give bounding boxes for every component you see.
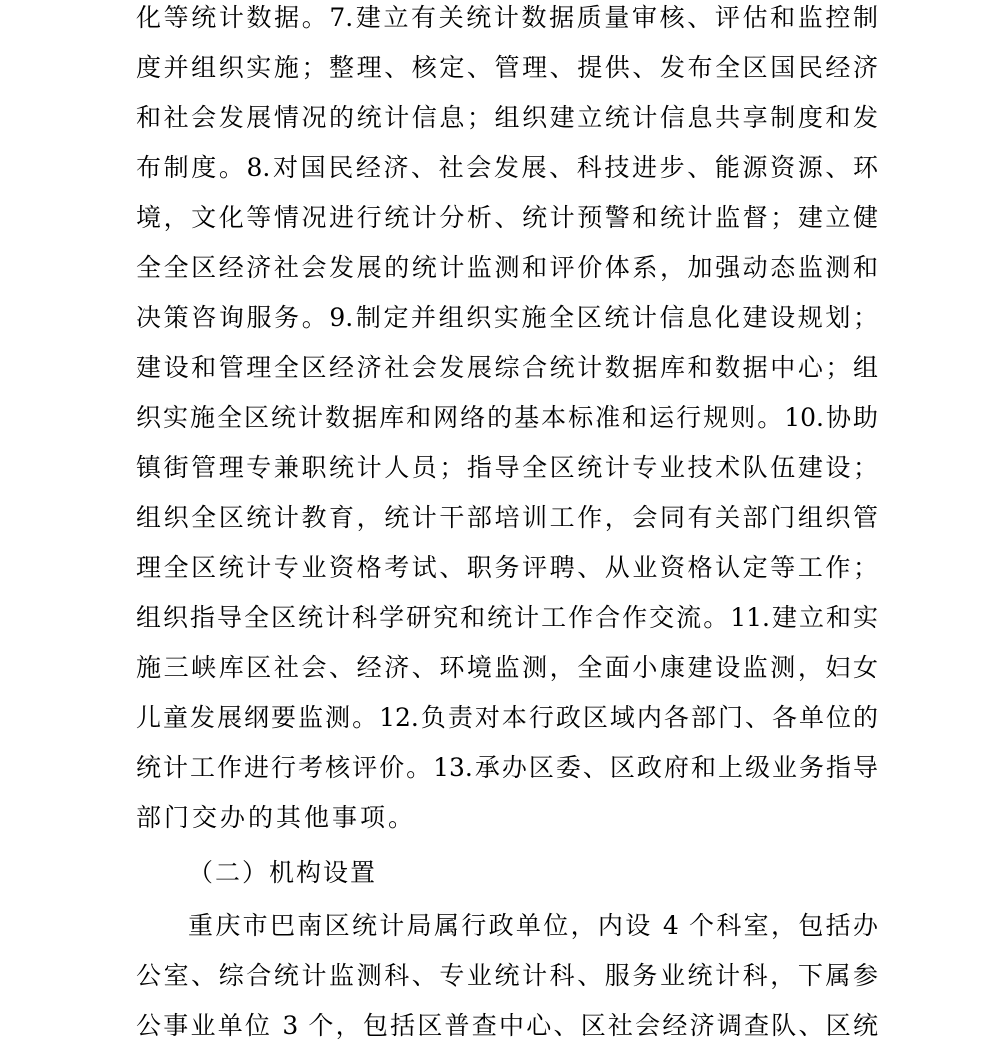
text-line: 公室、综合统计监测科、专业统计科、服务业统计科，下属参	[136, 961, 878, 990]
text-line: 建设和管理全区经济社会发展综合统计数据库和数据中心；组	[136, 353, 878, 382]
text-line: 部门交办的其他事项。	[136, 803, 417, 832]
text-line: 化等统计数据。7.建立有关统计数据质量审核、评估和监控制	[136, 3, 878, 32]
text-line: 组织全区统计教育，统计干部培训工作，会同有关部门组织管	[136, 503, 878, 532]
text-line: 境，文化等情况进行统计分析、统计预警和统计监督；建立健	[136, 203, 878, 232]
text-line: 决策咨询服务。9.制定并组织实施全区统计信息化建设规划；	[136, 303, 878, 332]
text-line: 度并组织实施；整理、核定、管理、提供、发布全区国民经济	[136, 53, 878, 82]
text-line: 组织指导全区统计科学研究和统计工作合作交流。11.建立和实	[136, 603, 878, 632]
text-line: 镇街管理专兼职统计人员；指导全区统计专业技术队伍建设；	[136, 453, 878, 482]
text-line: 布制度。8.对国民经济、社会发展、科技进步、能源资源、环	[136, 153, 878, 182]
section-heading: （二）机构设置	[188, 858, 378, 887]
text-line: 织实施全区统计数据库和网络的基本标准和运行规则。10.协助	[136, 403, 878, 432]
text-line: 施三峡库区社会、经济、环境监测，全面小康建设监测，妇女	[136, 653, 878, 682]
text-line: 和社会发展情况的统计信息；组织建立统计信息共享制度和发	[136, 103, 878, 132]
text-line: 重庆市巴南区统计局属行政单位，内设 4 个科室，包括办	[188, 911, 878, 940]
text-line: 理全区统计专业资格考试、职务评聘、从业资格认定等工作；	[136, 553, 878, 582]
text-line: 全全区经济社会发展的统计监测和评价体系，加强动态监测和	[136, 253, 878, 282]
text-line: 统计工作进行考核评价。13.承办区委、区政府和上级业务指导	[136, 753, 878, 782]
text-line: 公事业单位 3 个，包括区普查中心、区社会经济调查队、区统	[136, 1011, 878, 1040]
text-line: 儿童发展纲要监测。12.负责对本行政区域内各部门、各单位的	[136, 703, 878, 732]
